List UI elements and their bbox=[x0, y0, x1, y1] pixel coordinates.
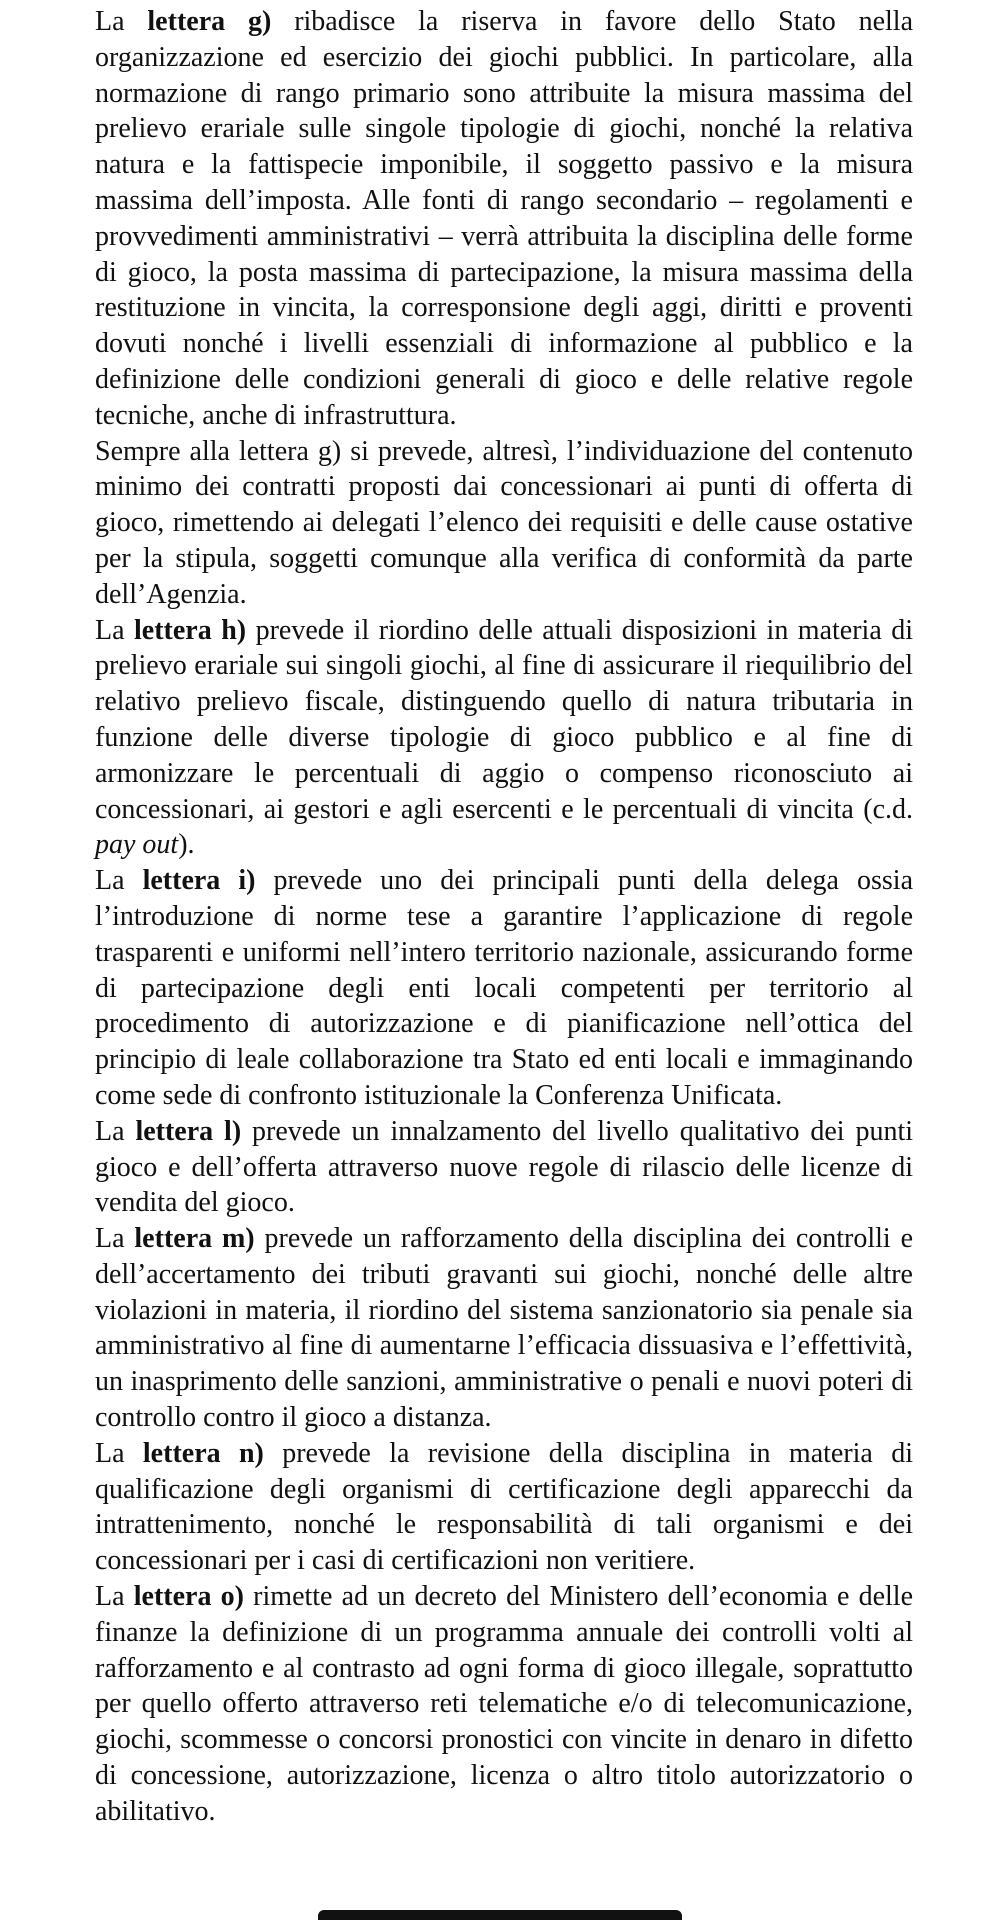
paragraph-text: prevede il riordino delle attuali disposizioni in materia di prelievo erariale sui singoli giochi, al fine di assicurare il riequilibrio del relativo prelievo fiscale, distinguendo quello di natura tributaria in funzione delle diverse tipologie di gioco pubblico e al fine di armonizzare le percentuali di aggio o compenso riconosciuto ai concessionari, ai gestori e agli esercenti e le percentuali di vincita (c.d. bbox=[95, 614, 914, 825]
paragraph-lead: La bbox=[95, 1223, 135, 1255]
letter-label: lettera h) bbox=[134, 614, 247, 646]
paragraph-lettera-m bbox=[95, 1221, 913, 1436]
paragraph-lead: La bbox=[95, 614, 135, 646]
paragraph-lettera-l bbox=[95, 1114, 913, 1221]
paragraph-lead: La bbox=[95, 1581, 134, 1613]
letter-label: lettera m) bbox=[134, 1223, 255, 1255]
letter-label: lettera l) bbox=[135, 1115, 242, 1147]
paragraph-text: prevede un rafforzamento della disciplina dei controlli e dell’accertamento dei tributi gravanti sui giochi, nonché delle altre violazioni in materia, il riordino del sistema sanzionatorio sia penale sia amministrativo al fine di aumentarne l’efficacia dissuasiva e l’effettività, un inasprimento delle sanzioni, amministrative o penali e nuovi poteri di controllo contro il gioco a distanza. bbox=[95, 1223, 914, 1434]
letter-label: lettera o) bbox=[133, 1581, 244, 1613]
paragraph-text: prevede un innalzamento del livello qualitativo dei punti gioco e dell’offerta attraverso nuove regole di rilascio delle licenze di vendita del gioco. bbox=[95, 1115, 913, 1219]
italic-term: pay out bbox=[95, 829, 179, 861]
letter-label: lettera i) bbox=[142, 865, 256, 897]
paragraph-text: prevede uno dei principali punti della delega ossia l’introduzione di norme tese a garantire l’applicazione di regole trasparenti e uniformi nell’intero territorio nazionale, assicurando forme di partecipazione degli enti locali competenti per territorio al procedimento di autorizzazione e di pianificazione nell’ottica del principio di leale collaborazione tra Stato ed enti locali e immaginando come sede di confronto istituzionale la Conferenza Unificata. bbox=[95, 865, 914, 1111]
home-indicator-bar[interactable] bbox=[318, 1910, 682, 1920]
paragraph-lead: La bbox=[95, 6, 148, 37]
paragraph-lead: La bbox=[95, 1115, 136, 1147]
paragraph-text: ribadisce la riserva in favore dello Stato nella organizzazione ed esercizio dei giochi pubblici. In particolare, alla normazione di rango primario sono attribuite la misura massima del prelievo erariale sulle singole tipologie di giochi, nonché la relativa natura e la fattispecie imponibile, il soggetto passivo e la misura massima dell’imposta. Alle fonti di rango secondario – regolamenti e provvedimenti amministrativi – verrà attribuita la disciplina delle forme di gioco, la posta massima di partecipazione, la misura massima della restituzione in vincita, la corresponsione degli aggi, diritti e proventi dovuti nonché i livelli essenziali di informazione al pubblico e la definizione delle condizioni generali di gioco e delle relative regole tecniche, anche di infrastruttura. bbox=[95, 6, 913, 431]
paragraph-lettera-g bbox=[95, 4, 913, 434]
paragraph-lead: La bbox=[95, 1437, 143, 1469]
paragraph-lettera-i bbox=[95, 863, 913, 1114]
document-page bbox=[95, 4, 913, 1830]
paragraph-lettera-n bbox=[95, 1436, 913, 1579]
paragraph-tail: ). bbox=[178, 829, 195, 861]
paragraph-text: rimette ad un decreto del Ministero dell’economia e delle finanze la definizione di un programma annuale dei controlli volti al rafforzamento e al contrasto ad ogni forma di gioco illegale, soprattutto per quello offerto attraverso reti telematiche e/o di telecomunicazione, giochi, scommesse o concorsi pronostici con vincite in denaro in difetto di concessione, autorizzazione, licenza o altro titolo autorizzatorio o abilitativo. bbox=[95, 1581, 913, 1827]
paragraph-text: prevede la revisione della disciplina in materia di qualificazione degli organismi di certificazione degli apparecchi da intrattenimento, nonché le responsabilità di tali organismi e dei concessionari per i casi di certificazioni non veritiere. bbox=[95, 1437, 913, 1577]
paragraph-lettera-o bbox=[95, 1579, 913, 1830]
paragraph-lettera-h bbox=[95, 613, 913, 864]
letter-label: lettera n) bbox=[142, 1437, 264, 1469]
paragraph-lettera-g-contracts bbox=[95, 434, 913, 613]
letter-label: lettera g) bbox=[147, 6, 272, 37]
paragraph-lead: La bbox=[95, 865, 143, 897]
paragraph-text: Sempre alla lettera g) si prevede, altresì, l’individuazione del contenuto minimo dei contratti proposti dai concessionari ai punti di offerta di gioco, rimettendo ai delegati l’elenco dei requisiti e delle cause ostative per la stipula, soggetti comunque alla verifica di conformità da parte dell’Agenzia. bbox=[95, 435, 913, 610]
